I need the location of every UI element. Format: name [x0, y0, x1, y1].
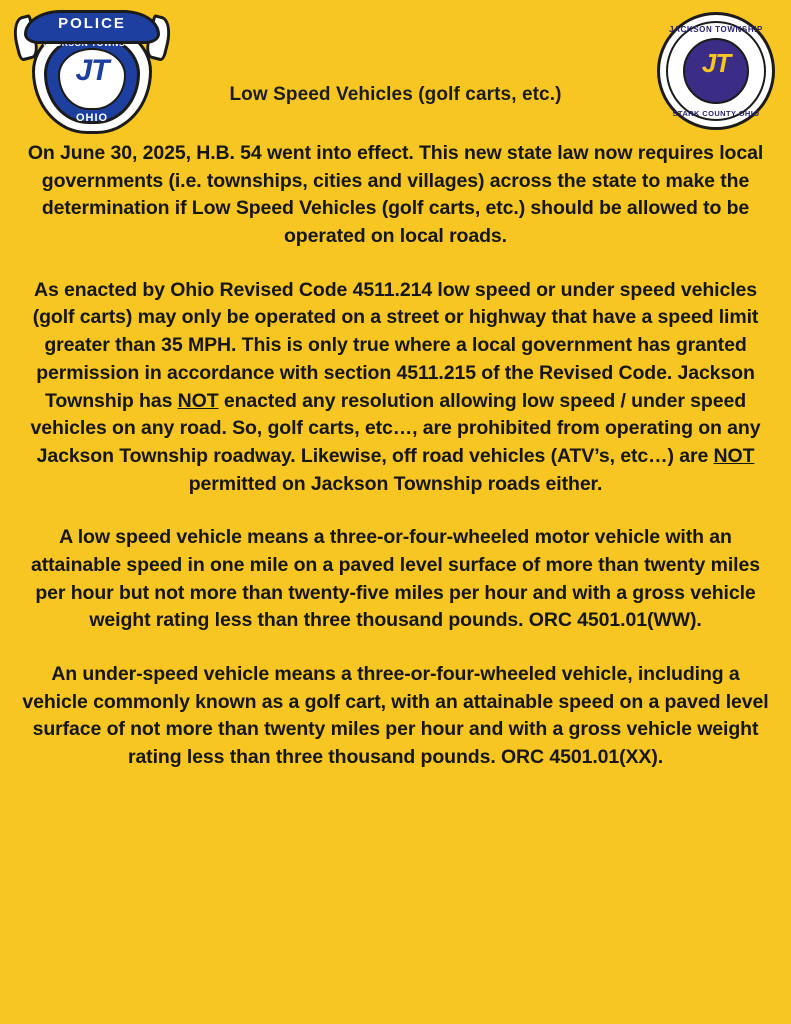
badge-arc-bottom-text: OHIO [75, 112, 109, 124]
badge-monogram: JT [75, 54, 109, 87]
seal-monogram: JT [701, 48, 731, 78]
flyer-body [0, 140, 791, 772]
paragraph: An under-speed vehicle means a three-or-four-wheeled vehicle, including a vehicle commonly known as a golf cart, with an attainable speed on a paved level surface of not more than twenty miles per hour and with a gross vehicle weight rating less than three thousand pounds. ORC 4501.01(XX). [22, 663, 769, 769]
paragraph: A low speed vehicle means a three-or-four-wheeled motor vehicle with an attainable speed in one mile on a paved level surface of more than twenty miles per hour but not more than twenty-five miles per hour and with a gross vehicle weight rating less than three thousand pounds. ORC 4501.01(WW). [31, 526, 760, 632]
seal-bottom-text: STARK COUNTY OHIO [672, 109, 760, 118]
badge-police-label: POLICE [58, 15, 126, 32]
paragraph: As enacted by Ohio Revised Code 4511.214 low speed or under speed vehicles (golf carts) may only be operated on a street or highway that have a speed limit greater than 35 MPH. This is only true where a local government has granted permission in accordance with section 4511.215 of the Revised Code. Jackson Township has NOT enacted any resolution allowing low speed / under speed vehicles on any road. So, golf carts, etc…, are prohibited from operating on any Jackson Township roadway. Likewise, off road vehicles (ATV’s, etc…) are NOT permitted on Jackson Township roads either. [30, 278, 761, 495]
page-title: Low Speed Vehicles (golf carts, etc.) [229, 84, 562, 105]
jackson-township-police-badge-icon [14, 8, 170, 138]
paragraph: On June 30, 2025, H.B. 54 went into effect. This new state law now requires local governments (i.e. townships, cities and villages) across the state to make the determination if Low Speed Vehicles (golf carts, etc.) should be allowed to be operated on local roads. [27, 142, 764, 248]
flyer-header [0, 0, 791, 140]
jackson-township-seal-icon [657, 12, 775, 130]
seal-top-text: JACKSON TOWNSHIP [669, 25, 763, 34]
